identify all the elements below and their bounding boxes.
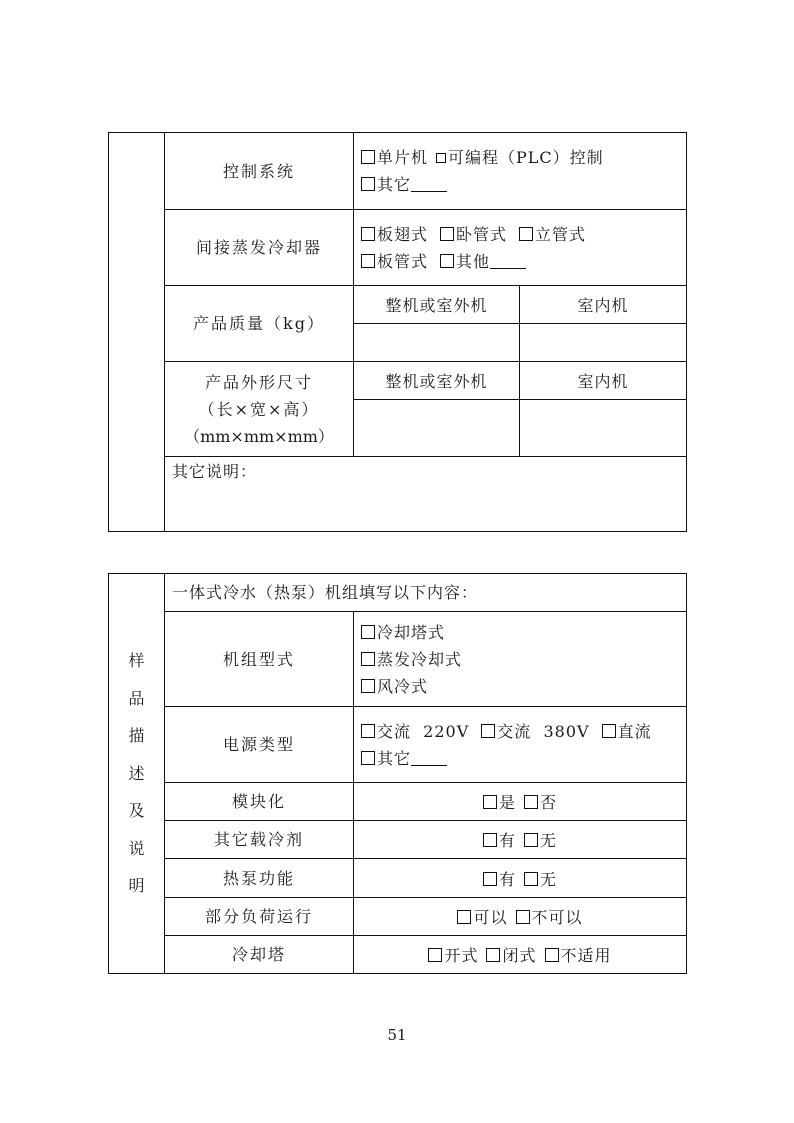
- option-tower-open: 开式: [444, 946, 479, 965]
- side-char: 品: [128, 688, 145, 708]
- dimensions-label-line2: （长×宽×高）: [198, 399, 320, 419]
- evaporator-other-blank[interactable]: [490, 254, 526, 269]
- option-modular-yes: 是: [498, 793, 516, 812]
- mass-indoor-field[interactable]: [520, 324, 687, 362]
- option-coolant-no: 无: [540, 831, 558, 850]
- checkbox-modular-yes[interactable]: [483, 795, 497, 809]
- control-other-blank[interactable]: [411, 177, 447, 192]
- mass-outdoor-field[interactable]: [354, 324, 520, 362]
- option-dc: 直流: [617, 721, 652, 741]
- option-coolant-yes: 有: [498, 831, 516, 850]
- checkbox-control-other[interactable]: [361, 177, 375, 191]
- dimensions-label: [165, 362, 354, 457]
- mass-col-indoor: 室内机: [520, 286, 687, 324]
- unit-type-label: 机组型式: [165, 612, 354, 707]
- evaporator-label: 间接蒸发冷却器: [165, 210, 354, 286]
- dimensions-indoor-field[interactable]: [520, 400, 687, 457]
- checkbox-vertical-tube[interactable]: [519, 227, 533, 241]
- heat-pump-options: [354, 859, 687, 898]
- option-heatpump-no: 无: [540, 869, 558, 889]
- checkbox-evaporative[interactable]: [361, 652, 375, 666]
- checkbox-plate-tube[interactable]: [361, 254, 375, 268]
- option-evaporative: 蒸发冷却式: [377, 649, 463, 669]
- unit-type-options: [354, 612, 687, 707]
- option-evaporator-other: 其他: [456, 251, 491, 271]
- option-partload-no: 不可以: [531, 908, 583, 927]
- checkbox-plc[interactable]: [436, 153, 446, 163]
- checkbox-tower-closed[interactable]: [486, 948, 500, 962]
- checkbox-tower-open[interactable]: [428, 948, 442, 962]
- checkbox-mcu[interactable]: [361, 150, 375, 164]
- side-char: 描: [128, 726, 145, 746]
- dimensions-label-line3: （mm×mm×mm）: [184, 426, 334, 446]
- control-system-options: [354, 133, 687, 210]
- modular-options: [354, 783, 687, 821]
- checkbox-air-cooled[interactable]: [361, 679, 375, 693]
- checkbox-evaporator-other[interactable]: [440, 254, 454, 268]
- option-tower-na: 不适用: [560, 946, 612, 965]
- coolant-label: 其它载冷剂: [165, 821, 354, 859]
- part-load-label: 部分负荷运行: [165, 898, 354, 936]
- sample-description-side-label: [109, 574, 165, 974]
- side-char: 及: [128, 801, 145, 821]
- checkbox-horizontal-tube[interactable]: [440, 227, 454, 241]
- checkbox-coolant-no[interactable]: [524, 833, 538, 847]
- side-char: 样: [128, 651, 145, 671]
- checkbox-ac380[interactable]: [481, 724, 495, 738]
- checkbox-heatpump-no[interactable]: [524, 872, 538, 886]
- checkbox-heatpump-yes[interactable]: [483, 872, 497, 886]
- page-number: 51: [387, 1026, 407, 1044]
- checkbox-modular-no[interactable]: [524, 795, 538, 809]
- option-plc: 可编程（PLC）控制: [448, 148, 604, 167]
- dimensions-outdoor-field[interactable]: [354, 400, 520, 457]
- option-ac380: 交流 380V: [497, 721, 590, 741]
- sample-spec-table-continued: [108, 132, 687, 532]
- coolant-options: [354, 821, 687, 859]
- chiller-section-header: 一体式冷水（热泵）机组填写以下内容：: [165, 574, 687, 612]
- side-char: 述: [128, 763, 145, 783]
- sample-description-table: [108, 573, 687, 974]
- power-type-options: [354, 707, 687, 783]
- other-notes-label: 其它说明：: [172, 462, 258, 481]
- option-mcu: 单片机: [377, 148, 429, 167]
- power-type-label: 电源类型: [165, 707, 354, 783]
- part-load-options: [354, 898, 687, 936]
- option-vertical-tube: 立管式: [535, 224, 587, 244]
- heat-pump-label: 热泵功能: [165, 859, 354, 898]
- checkbox-power-other[interactable]: [361, 751, 375, 765]
- dimensions-col-indoor: 室内机: [520, 362, 687, 400]
- option-air-cooled: 风冷式: [377, 676, 429, 696]
- checkbox-partload-no[interactable]: [516, 910, 530, 924]
- checkbox-cooling-tower[interactable]: [361, 625, 375, 639]
- checkbox-ac220[interactable]: [361, 724, 375, 738]
- cooling-tower-label: 冷却塔: [165, 936, 354, 974]
- checkbox-dc[interactable]: [602, 724, 616, 738]
- mass-col-outdoor: 整机或室外机: [354, 286, 520, 324]
- side-char: 说: [128, 838, 145, 858]
- power-other-blank[interactable]: [411, 751, 447, 766]
- checkbox-partload-yes[interactable]: [457, 910, 471, 924]
- side-char: 明: [128, 876, 145, 896]
- checkbox-plate-fin[interactable]: [361, 227, 375, 241]
- option-control-other: 其它: [377, 175, 412, 194]
- option-partload-yes: 可以: [473, 908, 508, 927]
- mass-label: 产品质量（kg）: [165, 286, 354, 362]
- other-notes-field[interactable]: [165, 457, 687, 532]
- cooling-tower-options: [354, 936, 687, 974]
- option-cooling-tower: 冷却塔式: [377, 622, 446, 642]
- option-plate-tube: 板管式: [377, 251, 429, 271]
- option-ac220: 交流 220V: [377, 721, 470, 741]
- option-plate-fin: 板翅式: [377, 224, 429, 244]
- dimensions-col-outdoor: 整机或室外机: [354, 362, 520, 400]
- dimensions-label-line1: 产品外形尺寸: [204, 372, 313, 392]
- option-tower-closed: 闭式: [502, 946, 537, 965]
- option-modular-no: 否: [540, 793, 558, 812]
- option-heatpump-yes: 有: [498, 869, 516, 889]
- control-system-label: 控制系统: [165, 133, 354, 210]
- side-label-cell: [109, 133, 165, 532]
- checkbox-coolant-yes[interactable]: [483, 833, 497, 847]
- option-power-other: 其它: [377, 748, 412, 768]
- modular-label: 模块化: [165, 783, 354, 821]
- checkbox-tower-na[interactable]: [545, 948, 559, 962]
- option-horizontal-tube: 卧管式: [456, 224, 508, 244]
- evaporator-options: [354, 210, 687, 286]
